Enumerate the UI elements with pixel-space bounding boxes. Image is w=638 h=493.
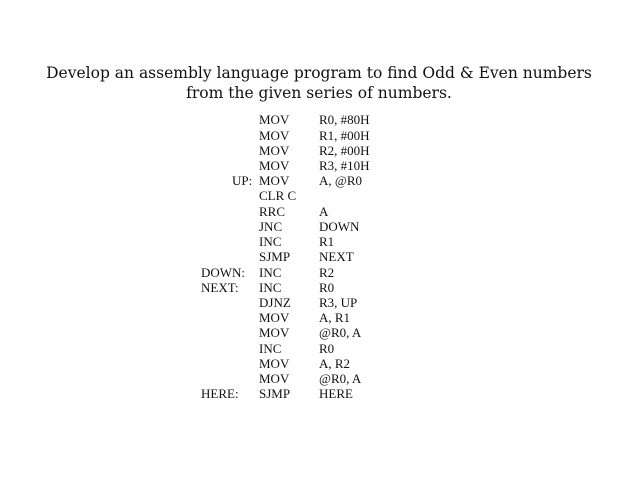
line-mnemonic: MOV bbox=[259, 356, 290, 371]
line-mnemonic: CLR C bbox=[259, 188, 297, 203]
line-operands: R2, #00H bbox=[319, 143, 370, 158]
line-mnemonic: MOV bbox=[259, 173, 290, 188]
line-operands: R0 bbox=[319, 280, 335, 295]
line-operands: R3, #10H bbox=[319, 158, 370, 173]
code-line bbox=[0, 356, 638, 371]
line-mnemonic: MOV bbox=[259, 371, 290, 386]
line-label: DOWN: bbox=[201, 265, 246, 280]
code-line bbox=[0, 143, 638, 158]
code-line bbox=[0, 112, 638, 127]
line-mnemonic: DJNZ bbox=[259, 295, 291, 310]
line-operands: NEXT bbox=[319, 249, 354, 264]
line-label: NEXT: bbox=[201, 280, 239, 295]
code-line bbox=[0, 341, 638, 356]
code-line bbox=[0, 371, 638, 386]
code-line bbox=[0, 295, 638, 310]
line-mnemonic: MOV bbox=[259, 112, 290, 127]
title-line-2: from the given series of numbers. bbox=[186, 84, 452, 102]
code-line bbox=[0, 310, 638, 325]
line-operands: R3, UP bbox=[319, 295, 358, 310]
line-operands: R2 bbox=[319, 265, 335, 280]
code-line bbox=[0, 249, 638, 264]
line-label: HERE: bbox=[201, 386, 239, 401]
line-mnemonic: SJMP bbox=[259, 386, 291, 401]
line-operands: R1, #00H bbox=[319, 128, 370, 143]
line-mnemonic: INC bbox=[259, 280, 282, 295]
code-line bbox=[0, 128, 638, 143]
code-line bbox=[0, 188, 638, 203]
line-operands: R1 bbox=[319, 234, 335, 249]
line-operands: A, R2 bbox=[319, 356, 351, 371]
code-line bbox=[0, 173, 638, 188]
line-operands: A bbox=[319, 204, 329, 219]
line-operands: A, @R0 bbox=[319, 173, 363, 188]
code-line bbox=[0, 219, 638, 234]
line-mnemonic: MOV bbox=[259, 128, 290, 143]
line-operands: @R0, A bbox=[319, 371, 362, 386]
line-operands: A, R1 bbox=[319, 310, 351, 325]
title-line-1: Develop an assembly language program to find Odd & Even numbers bbox=[46, 64, 592, 82]
code-line bbox=[0, 265, 638, 280]
line-mnemonic: INC bbox=[259, 265, 282, 280]
line-label: UP: bbox=[232, 173, 253, 188]
line-operands: DOWN bbox=[319, 219, 360, 234]
line-mnemonic: SJMP bbox=[259, 249, 291, 264]
line-mnemonic: JNC bbox=[259, 219, 283, 234]
code-line bbox=[0, 158, 638, 173]
line-operands: HERE bbox=[319, 386, 353, 401]
line-operands: @R0, A bbox=[319, 325, 362, 340]
line-mnemonic: RRC bbox=[259, 204, 286, 219]
code-line bbox=[0, 280, 638, 295]
code-line bbox=[0, 325, 638, 340]
line-mnemonic: MOV bbox=[259, 158, 290, 173]
code-line bbox=[0, 234, 638, 249]
line-operands: R0, #80H bbox=[319, 112, 370, 127]
line-mnemonic: INC bbox=[259, 341, 282, 356]
code-line bbox=[0, 204, 638, 219]
line-mnemonic: MOV bbox=[259, 143, 290, 158]
line-mnemonic: INC bbox=[259, 234, 282, 249]
line-mnemonic: MOV bbox=[259, 325, 290, 340]
line-operands: R0 bbox=[319, 341, 335, 356]
code-line bbox=[0, 386, 638, 401]
line-mnemonic: MOV bbox=[259, 310, 290, 325]
